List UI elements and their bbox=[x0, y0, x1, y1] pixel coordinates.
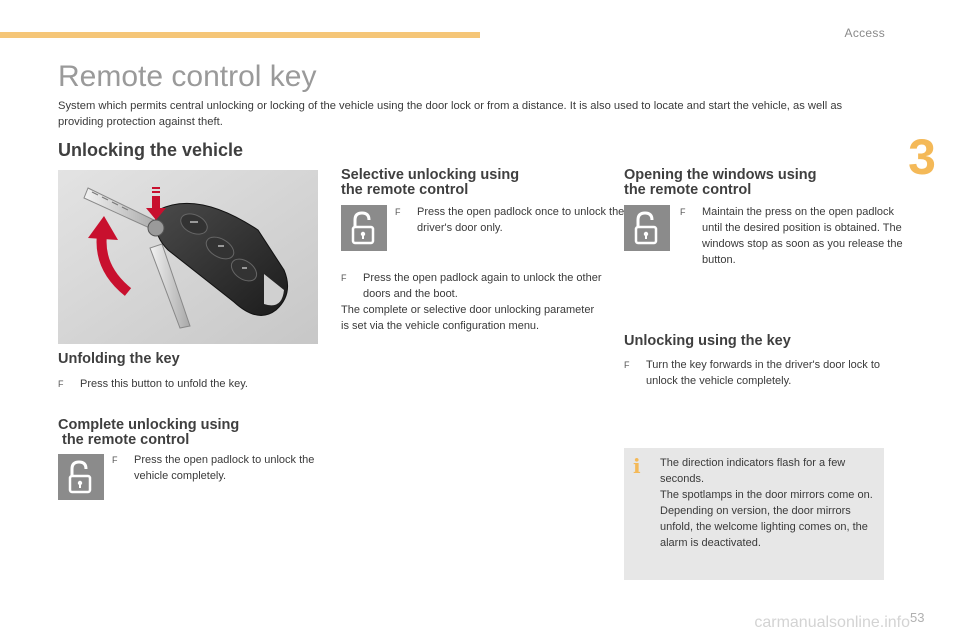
key-unlock-bullet bbox=[624, 357, 901, 389]
windows-heading bbox=[624, 168, 817, 198]
bullet-marker: F bbox=[341, 273, 347, 283]
page-number: 53 bbox=[910, 610, 925, 625]
watermark: carmanualsonline.info bbox=[754, 614, 910, 631]
complete-heading bbox=[58, 418, 239, 448]
unfolding-bullet bbox=[58, 376, 330, 392]
unfolding-heading: Unfolding the key bbox=[58, 351, 180, 367]
bullet-marker: F bbox=[58, 379, 64, 389]
unfold-button bbox=[148, 220, 164, 236]
info-text bbox=[660, 455, 876, 551]
windows-bullet-text: Maintain the press on the open padlock until the desired position is obtained. The windows stop as soon as you release the button. bbox=[702, 206, 903, 266]
selective-bullet-2 bbox=[341, 270, 628, 302]
unlocking-heading: Unlocking the vehicle bbox=[58, 140, 244, 160]
page-title: Remote control key bbox=[58, 60, 317, 93]
complete-heading-line1: Complete unlocking using bbox=[58, 417, 240, 433]
remote-key-image bbox=[58, 170, 318, 344]
bullet-marker: F bbox=[680, 207, 686, 217]
header-accent-bar bbox=[0, 32, 480, 38]
selective-heading-line1: Selective unlocking using bbox=[341, 167, 520, 183]
selective-heading-line2: the remote control bbox=[341, 182, 469, 198]
unfolding-bullet-text: Press this button to unfold the key. bbox=[80, 378, 248, 390]
windows-bullet bbox=[680, 204, 912, 268]
open-padlock-icon bbox=[58, 454, 104, 500]
info-line-3: Depending on version, the door mirrors unfold, the welcome lighting comes on, the alarm is deactivated. bbox=[660, 505, 868, 549]
open-padlock-icon bbox=[624, 205, 670, 251]
windows-heading-line1: Opening the windows using bbox=[624, 167, 817, 183]
bullet-marker: F bbox=[112, 455, 118, 465]
intro-paragraph: System which permits central unlocking or locking of the vehicle using the door lock or from a distance. It is also used to locate and start the vehicle, as well as providing protection against theft. bbox=[58, 100, 843, 128]
info-box bbox=[624, 448, 884, 580]
complete-bullet bbox=[112, 452, 344, 484]
key-unlock-bullet-text: Turn the key forwards in the driver's door lock to unlock the vehicle completely. bbox=[646, 359, 881, 387]
selective-heading bbox=[341, 168, 519, 198]
selective-note: The complete or selective door unlocking parameter is set via the vehicle configuration menu. bbox=[341, 304, 595, 332]
selective-bullet-1 bbox=[395, 204, 627, 236]
section-name: Access bbox=[844, 26, 885, 40]
selective-bullet-1-text: Press the open padlock once to unlock the driver's door only. bbox=[417, 206, 625, 234]
complete-bullet-text: Press the open padlock to unlock the vehicle completely. bbox=[134, 454, 315, 482]
info-icon: i bbox=[633, 454, 641, 478]
bullet-marker: F bbox=[624, 360, 630, 370]
complete-heading-line2: the remote control bbox=[62, 432, 190, 448]
windows-heading-line2: the remote control bbox=[624, 182, 752, 198]
chapter-number: 3 bbox=[908, 129, 936, 185]
open-padlock-icon bbox=[341, 205, 387, 251]
key-unlock-heading: Unlocking using the key bbox=[624, 333, 791, 349]
info-line-2: The spotlamps in the door mirrors come on. bbox=[660, 489, 873, 501]
info-line-1: The direction indicators flash for a few seconds. bbox=[660, 457, 846, 485]
selective-bullet-2-text: Press the open padlock again to unlock the other doors and the boot. bbox=[363, 272, 602, 300]
bullet-marker: F bbox=[395, 207, 401, 217]
key-illustration bbox=[58, 170, 318, 344]
